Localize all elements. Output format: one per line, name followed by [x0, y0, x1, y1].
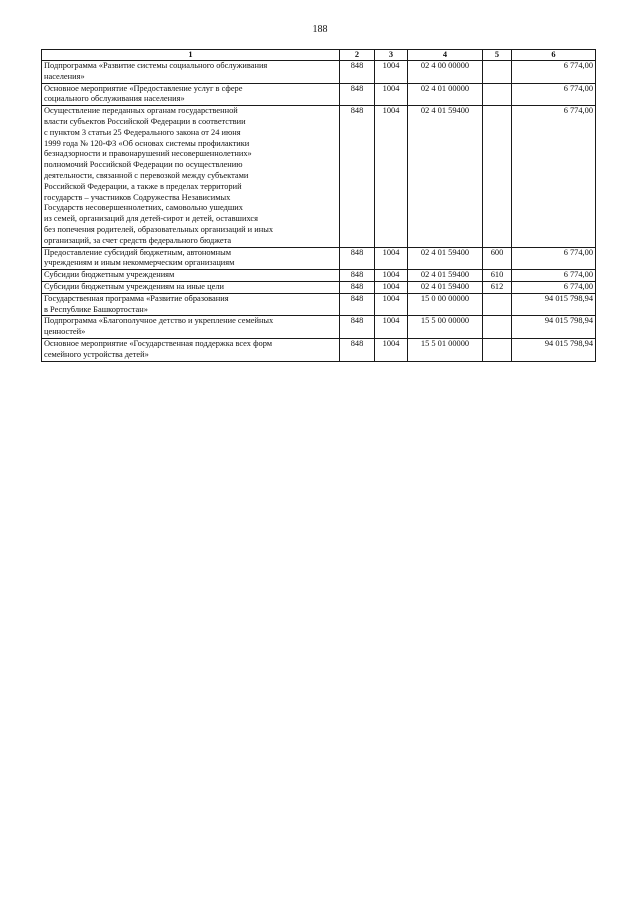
header-col-3: 3 [375, 50, 408, 61]
row-col4: 02 4 01 59400 [408, 247, 483, 270]
row-col6: 94 015 798,94 [512, 293, 596, 316]
row-col4: 02 4 01 00000 [408, 83, 483, 106]
table-row [42, 338, 596, 361]
row-col5: 612 [483, 281, 512, 293]
row-col6: 94 015 798,94 [512, 338, 596, 361]
row-col4: 02 4 01 59400 [408, 281, 483, 293]
row-col4: 02 4 00 00000 [408, 61, 483, 84]
row-col2: 848 [340, 293, 375, 316]
row-name: Субсидии бюджетным учреждениям на иные цели [42, 281, 340, 293]
row-col3: 1004 [375, 247, 408, 270]
row-col3: 1004 [375, 83, 408, 106]
header-col-2: 2 [340, 50, 375, 61]
row-col4: 02 4 01 59400 [408, 270, 483, 282]
row-col6: 6 774,00 [512, 281, 596, 293]
row-col5 [483, 83, 512, 106]
row-col4: 02 4 01 59400 [408, 106, 483, 247]
row-col2: 848 [340, 106, 375, 247]
row-col3: 1004 [375, 106, 408, 247]
table-row [42, 83, 596, 106]
row-col2: 848 [340, 247, 375, 270]
row-col6: 6 774,00 [512, 270, 596, 282]
row-col2: 848 [340, 316, 375, 339]
row-col5 [483, 61, 512, 84]
row-col5 [483, 338, 512, 361]
row-col3: 1004 [375, 270, 408, 282]
row-name: Предоставление субсидий бюджетным, автономным учреждениям и иным некоммерческим организациям [42, 247, 340, 270]
row-name: Субсидии бюджетным учреждениям [42, 270, 340, 282]
row-col6: 94 015 798,94 [512, 316, 596, 339]
row-col4: 15 5 01 00000 [408, 338, 483, 361]
row-name: Основное мероприятие «Государственная поддержка всех форм семейного устройства детей» [42, 338, 340, 361]
header-col-5: 5 [483, 50, 512, 61]
row-col5 [483, 316, 512, 339]
row-col5 [483, 293, 512, 316]
header-col-6: 6 [512, 50, 596, 61]
row-col2: 848 [340, 338, 375, 361]
row-col5 [483, 106, 512, 247]
row-col5: 610 [483, 270, 512, 282]
table-row [42, 247, 596, 270]
row-col6: 6 774,00 [512, 83, 596, 106]
header-col-4: 4 [408, 50, 483, 61]
row-name: Подпрограмма «Благополучное детство и укрепление семейных ценностей» [42, 316, 340, 339]
table-row [42, 281, 596, 293]
row-name: Основное мероприятие «Предоставление услуг в сфере социального обслуживания населения» [42, 83, 340, 106]
table-row [42, 106, 596, 247]
row-col3: 1004 [375, 338, 408, 361]
header-col-1: 1 [42, 50, 340, 61]
row-col2: 848 [340, 83, 375, 106]
row-col3: 1004 [375, 281, 408, 293]
table-row [42, 316, 596, 339]
row-col3: 1004 [375, 316, 408, 339]
budget-table [41, 49, 596, 362]
row-name: Государственная программа «Развитие образования в Республике Башкортостан» [42, 293, 340, 316]
row-col2: 848 [340, 270, 375, 282]
page-number: 188 [312, 24, 328, 35]
row-col2: 848 [340, 61, 375, 84]
row-name: Осуществление переданных органам государственной власти субъектов Российской Федерации в соответствии с пунктом 3 статьи 25 Федерального закона от 24 июня 1999 года № 120-ФЗ «Об основах системы профилактики безнадзорности и правонарушений несовершеннолетних» полномочий Российской Федерации по осуществлению деятельности, связанной с перевозкой между субъектами Российской Федерации, а также в пределах территорий государств – участников Содружества Независимых Государств несовершеннолетних, самовольно ушедших из семей, организаций для детей-сирот и детей, оставшихся без попечения родителей, образовательных организаций и иных организаций, за счет средств федерального бюджета [42, 106, 340, 247]
table-row [42, 293, 596, 316]
row-col3: 1004 [375, 61, 408, 84]
row-col2: 848 [340, 281, 375, 293]
row-col4: 15 5 00 00000 [408, 316, 483, 339]
table-header-row [42, 50, 596, 61]
table-row [42, 61, 596, 84]
table-row [42, 270, 596, 282]
row-name: Подпрограмма «Развитие системы социального обслуживания населения» [42, 61, 340, 84]
row-col6: 6 774,00 [512, 61, 596, 84]
row-col3: 1004 [375, 293, 408, 316]
row-col5: 600 [483, 247, 512, 270]
row-col6: 6 774,00 [512, 106, 596, 247]
row-col6: 6 774,00 [512, 247, 596, 270]
row-col4: 15 0 00 00000 [408, 293, 483, 316]
